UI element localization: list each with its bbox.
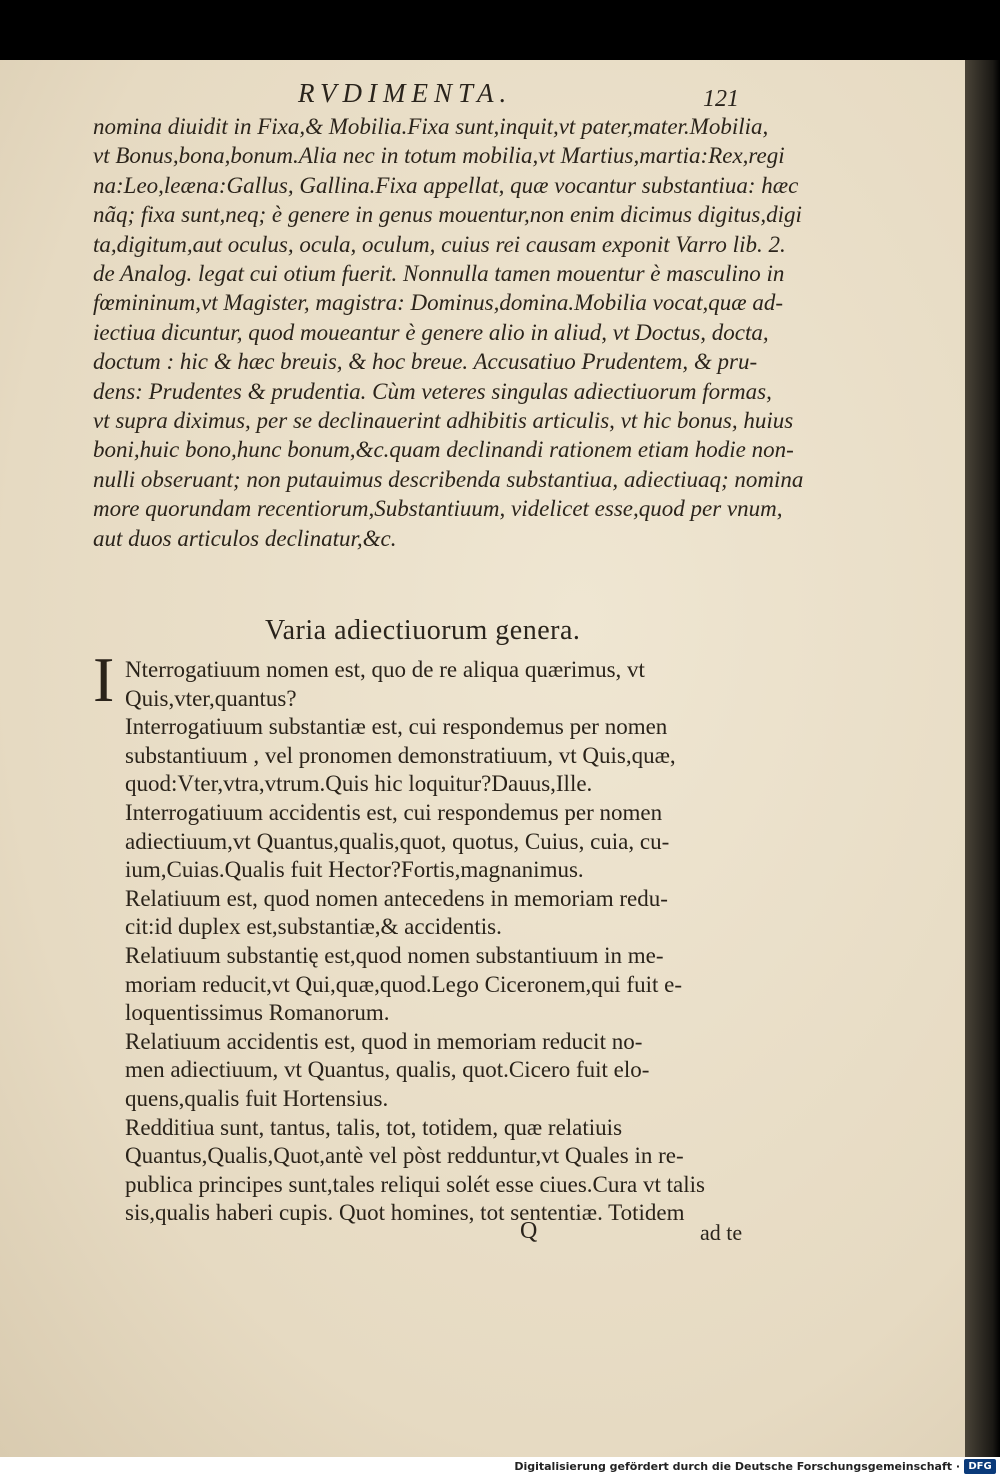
text-line: more quorundam recentiorum,Substantiuum, videlicet esse,quod per vnum, bbox=[93, 496, 783, 522]
page-number: 121 bbox=[703, 86, 739, 112]
text-line: loquentissimus Romanorum. bbox=[125, 1000, 390, 1026]
footer-bar bbox=[0, 1457, 1000, 1478]
text-line: Nterrogatiuum nomen est, quo de re aliqua quærimus, vt bbox=[125, 657, 645, 682]
text-line: de Analog. legat cui otium fuerit. Nonnulla tamen mouentur è masculino in bbox=[93, 261, 785, 287]
text-line: dens: Prudentes & prudentia. Cùm veteres singulas adiectiuorum formas, bbox=[93, 378, 772, 404]
text-line: Quis,vter,quantus? bbox=[125, 685, 297, 711]
text-line: aut duos articulos declinatur,&c. bbox=[93, 525, 397, 551]
text-line: quod:Vter,vtra,vtrum.Quis hic loquitur?Dauus,Ille. bbox=[125, 771, 593, 797]
text-line: adiectiuum,vt Quantus,qualis,quot, quotus, Cuius, cuia, cu- bbox=[125, 828, 670, 854]
text-line: quens,qualis fuit Hortensius. bbox=[125, 1085, 389, 1111]
text-line: Redditiua sunt, tantus, talis, tot, totidem, quæ relatiuis bbox=[125, 1114, 623, 1140]
text-line: cit:id duplex est,substantiæ,& accidentis. bbox=[125, 914, 502, 940]
text-line: boni,huic bono,hunc bonum,&c.quam declinandi rationem etiam hodie non- bbox=[93, 437, 794, 463]
text-line: Relatiuum est, quod nomen antecedens in memoriam redu- bbox=[125, 885, 668, 911]
text-line: nulli obseruant; non putauimus describenda substantiua, adiectiuaq; nomina bbox=[93, 466, 804, 492]
italic-paragraph bbox=[93, 112, 804, 553]
catchword: ad te bbox=[700, 1220, 743, 1245]
text-line: ta,digitum,aut oculus, ocula, oculum, cuius rei causam exponit Varro lib. 2. bbox=[93, 231, 786, 257]
text-line: Relatiuum accidentis est, quod in memoriam reducit no- bbox=[125, 1028, 643, 1054]
text-line: moriam reducit,vt Qui,quæ,quod.Lego Ciceronem,qui fuit e- bbox=[125, 971, 682, 997]
drop-cap: I bbox=[93, 644, 115, 715]
footer-credit: Digitalisierung gefördert durch die Deutsche Forschungsgemeinschaft · bbox=[514, 1460, 960, 1473]
text-line: publica principes sunt,tales reliqui solét esse ciues.Cura vt talis bbox=[125, 1171, 705, 1197]
text-line: iectiua dicuntur, quod moueantur è genere alio in aliud, vt Doctus, docta, bbox=[93, 319, 769, 345]
text-line: na:Leo,leæna:Gallus, Gallina.Fixa appellat, quæ vocantur substantiua: hæc bbox=[93, 172, 799, 198]
text-line: Quantus,Qualis,Quot,antè vel pòst redduntur,vt Quales in re- bbox=[125, 1143, 684, 1169]
roman-paragraph bbox=[125, 656, 755, 1228]
page-edge-shadow bbox=[965, 60, 1000, 1457]
text-line: vt Bonus,bona,bonum.Alia nec in totum mobilia,vt Martius,martia:Rex,regi bbox=[93, 143, 785, 169]
signature-mark: Q bbox=[520, 1218, 538, 1244]
section-heading: Varia adiectiuorum genera. bbox=[265, 615, 581, 646]
text-line: Interrogatiuum accidentis est, cui respondemus per nomen bbox=[125, 799, 663, 825]
text-line: nomina diuidit in Fixa,& Mobilia.Fixa sunt,inquit,vt pater,mater.Mobilia, bbox=[93, 114, 769, 139]
text-line: Interrogatiuum substantiæ est, cui respondemus per nomen bbox=[125, 714, 668, 740]
text-line: nãq; fixa sunt,neq; è genere in genus mouentur,non enim dicimus digitus,digi bbox=[93, 202, 802, 228]
text-line: substantiuum , vel pronomen demonstratiuum, vt Quis,quæ, bbox=[125, 742, 676, 768]
running-head: RVDIMENTA. bbox=[298, 78, 513, 108]
text-line: men adiectiuum, vt Quantus, qualis, quot.Cicero fuit elo- bbox=[125, 1057, 650, 1083]
dfg-logo: DFG bbox=[964, 1459, 996, 1474]
text-line: fœmininum,vt Magister, magistra: Dominus,domina.Mobilia vocat,quæ ad- bbox=[93, 290, 783, 316]
text-line: doctum : hic & hæc breuis, & hoc breue. Accusatiuo Prudentem, & pru- bbox=[93, 349, 758, 375]
text-line: vt supra diximus, per se declinauerint adhibitis articulis, vt hic bonus, huius bbox=[93, 408, 794, 434]
text-line: Relatiuum substantię est,quod nomen substantiuum in me- bbox=[125, 942, 664, 968]
text-line: ium,Cuias.Qualis fuit Hector?Fortis,magnanimus. bbox=[125, 857, 584, 883]
text-line: sis,qualis haberi cupis. Quot homines, tot sententiæ. Totidem bbox=[125, 1200, 685, 1226]
